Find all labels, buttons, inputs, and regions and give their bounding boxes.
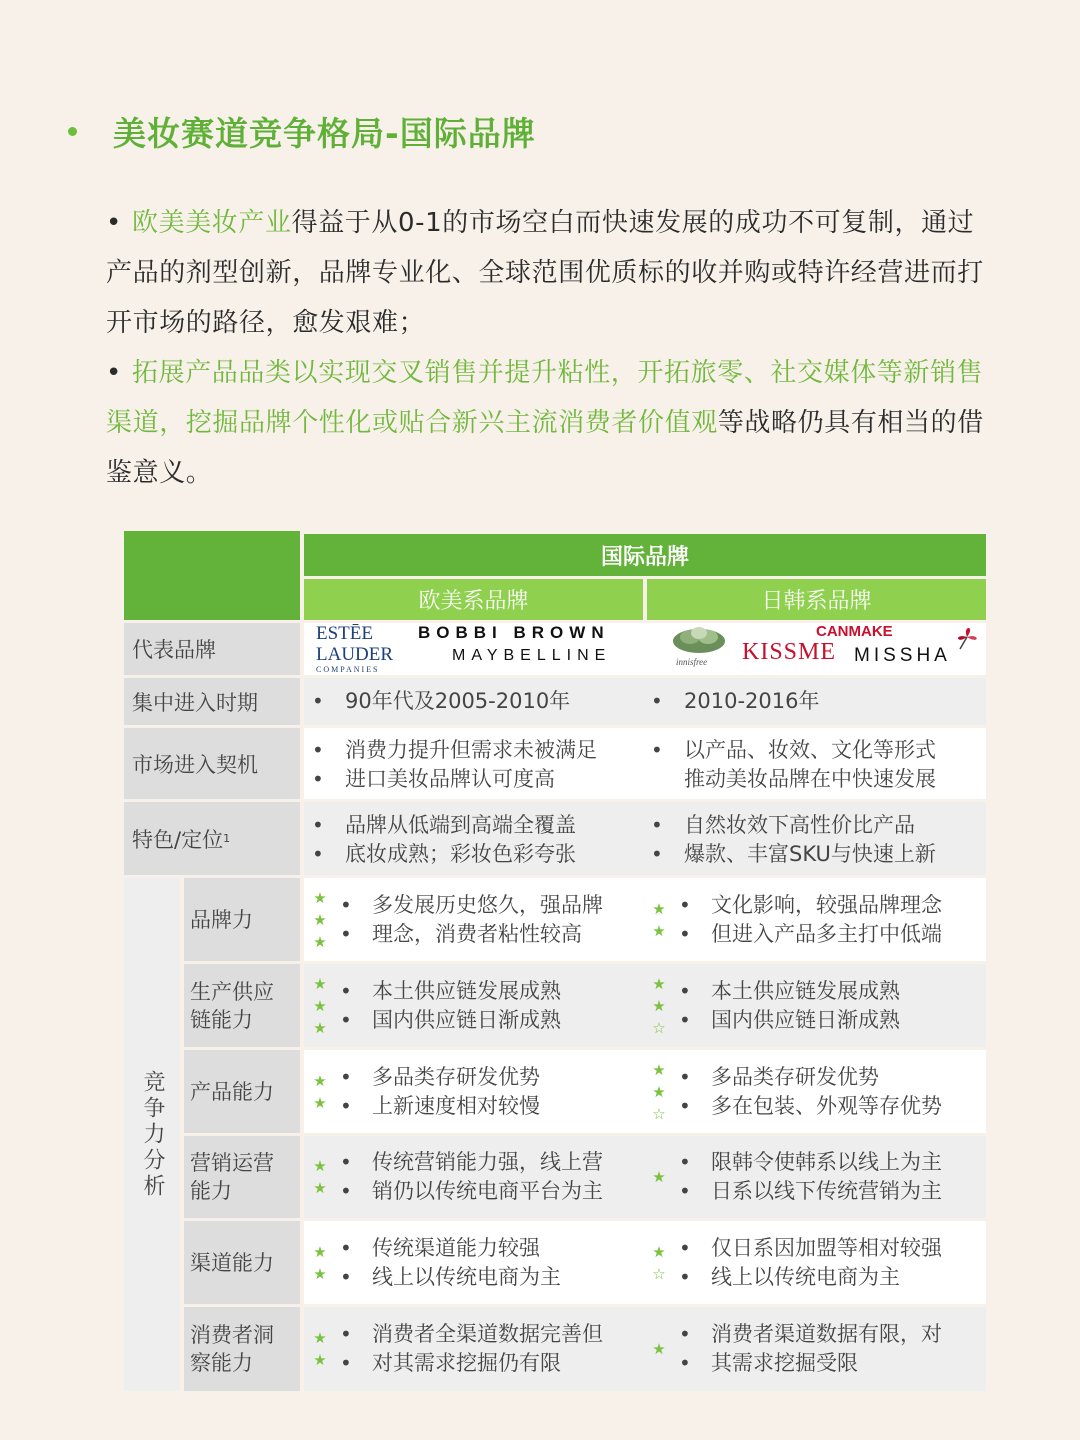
east-rating-stars: ★ ★	[652, 899, 666, 940]
compete-west-line-2: 上新速度相对较慢	[372, 1093, 540, 1118]
brands-logos-cell	[304, 623, 986, 675]
compete-east-line-2: 但进入产品多主打中低端	[711, 921, 942, 946]
bullet: • •	[340, 1235, 352, 1289]
bullet: • •	[340, 1150, 352, 1203]
bullet: • •	[340, 1064, 352, 1118]
page-title: 美妆赛道竞争格局-国际品牌	[113, 114, 536, 153]
compete-west-line-2: 理念，消费者粘性较高	[372, 921, 582, 946]
intro-text	[106, 198, 986, 498]
intro-highlight-1: 欧美美妆产业	[132, 208, 292, 238]
compete-west-line-2: 对其需求挖掘仍有限	[372, 1351, 561, 1375]
kissme-logo: KISSME	[742, 639, 837, 665]
intro-paragraph-2: • 拓展产品品类以实现交叉销售并提升粘性，开拓旅零、社交媒体等新销售渠道，挖掘品牌个性化或贴合新兴主流消费者价值观等战略仍具有相当的借鉴意义。	[106, 358, 984, 488]
compete-east-line-2: 国内供应链日渐成熟	[711, 1007, 900, 1032]
compete-vertical-label	[124, 878, 180, 1391]
compete-row-label: 渠道能力	[184, 1221, 300, 1304]
bullet: •	[312, 689, 324, 713]
compete-east-line-2: 多在包装、外观等存优势	[711, 1093, 942, 1118]
row-label-feature	[124, 802, 300, 875]
bullet: • •	[679, 892, 691, 946]
compete-row-label: 消费者洞察能力	[184, 1307, 300, 1391]
title-row	[68, 108, 536, 155]
compete-west-line-2: 销仍以传统电商平台为主	[372, 1179, 603, 1203]
intro-body-1: 得益于从0-1的市场空白而快速发展的成功不可复制，通过产品的剂型创新，品牌专业化、全球范围优质标的收并购或特许经营进而打开市场的路径，愈发艰难；	[106, 208, 984, 338]
feature-west-1: 品牌从低端到高端全覆盖	[345, 813, 576, 837]
feature-east-1: 自然妆效下高性价比产品	[684, 813, 915, 837]
compete-west-line-1: 本土供应链发展成熟	[372, 978, 561, 1003]
period-west: 90年代及2005-2010年	[345, 689, 571, 713]
innisfree-logo: innisfree	[676, 657, 708, 667]
compete-west-line-1: 传统营销能力强，线上营	[372, 1150, 603, 1174]
brand-comparison-table	[124, 531, 988, 1391]
compete-east-line-1: 消费者渠道数据有限，对	[711, 1322, 942, 1346]
bullet: • •	[340, 892, 352, 946]
bullet: • •	[312, 738, 324, 791]
compete-east-line-1: 限韩令使韩系以线上为主	[711, 1150, 942, 1174]
west-rating-stars: ★ ★ ★	[313, 974, 327, 1037]
intro-paragraph-1: • 欧美美妆产业得益于从0-1的市场空白而快速发展的成功不可复制，通过产品的剂型创新，品牌专业化、全球范围优质标的收并购或特许经营进而打开市场的路径，愈发艰难；	[106, 208, 984, 338]
compete-east-line-2: 日系以线下传统营销为主	[711, 1179, 942, 1203]
west-rating-stars: ★ ★	[313, 1242, 327, 1283]
feature-label-text: 特色/定位	[132, 827, 224, 852]
estee-logo-line3: COMPANIES	[316, 665, 380, 674]
compete-row-label: 营销运营能力	[184, 1136, 300, 1218]
compete-row-label: 品牌力	[184, 878, 300, 961]
compete-east-line-1: 多品类存研发优势	[711, 1064, 879, 1089]
compete-row-label: 产品能力	[184, 1050, 300, 1133]
compete-west-line-2: 线上以传统电商为主	[372, 1264, 561, 1289]
compete-label-text: 竞争力分析	[140, 1069, 165, 1200]
maybelline-logo: MAYBELLINE	[452, 647, 612, 664]
east-rating-stars: ★	[652, 1168, 666, 1186]
intro-highlight-2: 拓展产品品类以实现交叉销售并提升粘性，开拓旅零、社交媒体等新销售渠道，挖掘品牌个性化或贴合新兴主流消费者价值观	[106, 358, 984, 438]
canmake-logo: CANMAKE	[816, 623, 893, 640]
compete-west-line-1: 多品类存研发优势	[372, 1064, 540, 1089]
bullet: •	[651, 738, 663, 762]
compete-east-line-1: 本土供应链发展成熟	[711, 978, 900, 1003]
corner-cell	[124, 531, 300, 620]
estee-lauder-logo	[316, 623, 393, 675]
estee-logo-line1: ESTĒE	[316, 623, 373, 644]
estee-logo-line2: LAUDER	[316, 644, 394, 665]
row-label-brands: 代表品牌	[124, 623, 300, 675]
feature-west-2: 底妆成熟；彩妆色彩夸张	[345, 842, 576, 866]
bullet: •	[651, 689, 663, 713]
bullet: • •	[679, 1235, 691, 1289]
bullet: • •	[312, 813, 324, 866]
chance-west-2: 进口美妆品牌认可度高	[345, 767, 555, 791]
bullet: • •	[679, 978, 691, 1032]
header-international: 国际品牌	[304, 534, 986, 576]
compete-east-line-2: 线上以传统电商为主	[711, 1264, 900, 1289]
chance-east-1: 以产品、妆效、文化等形式	[684, 738, 936, 762]
bullet: • •	[679, 1322, 691, 1375]
bullet: • •	[651, 813, 663, 866]
compete-east-line-1: 文化影响，较强品牌理念	[711, 892, 942, 917]
west-rating-stars: ★ ★	[313, 1157, 327, 1197]
bullet: • •	[340, 1322, 352, 1375]
flower-icon	[952, 623, 982, 651]
compete-east-line-1: 仅日系因加盟等相对较强	[711, 1235, 942, 1260]
header-west: 欧美系品牌	[304, 579, 643, 620]
compete-west-line-2: 国内供应链日渐成熟	[372, 1007, 561, 1032]
compete-row-label: 生产供应链能力	[184, 964, 300, 1047]
title-bullet	[68, 127, 77, 136]
compete-west-line-1: 多发展历史悠久，强品牌	[372, 892, 603, 917]
period-east: 2010-2016年	[684, 689, 820, 713]
innisfree-leaf-icon	[670, 625, 728, 655]
east-rating-stars: ★ ☆	[652, 1242, 666, 1283]
east-rating-stars: ★	[652, 1340, 666, 1358]
row-label-chance: 市场进入契机	[124, 728, 300, 799]
bullet: • •	[679, 1064, 691, 1118]
bullet: • •	[340, 978, 352, 1032]
east-rating-stars: ★ ★ ☆	[652, 1060, 666, 1123]
bullet: • •	[679, 1150, 691, 1203]
compete-west-line-1: 传统渠道能力较强	[372, 1235, 540, 1260]
chance-west-1: 消费力提升但需求未被满足	[345, 738, 597, 762]
compete-west-line-1: 消费者全渠道数据完善但	[372, 1322, 603, 1346]
west-rating-stars: ★ ★ ★	[313, 888, 327, 951]
feature-footnote-mark: 1	[223, 832, 231, 845]
east-rating-stars: ★ ★ ☆	[652, 974, 666, 1037]
row-label-period: 集中进入时期	[124, 678, 300, 725]
missha-logo: MISSHA	[854, 645, 951, 666]
bobbi-brown-logo: BOBBI BROWN	[418, 623, 610, 642]
header-east: 日韩系品牌	[647, 579, 986, 620]
west-rating-stars: ★ ★	[313, 1329, 327, 1369]
intro-body-2: 等战略仍具有相当的借鉴意义。	[106, 408, 984, 488]
chance-east-2: 推动美妆品牌在中快速发展	[684, 767, 936, 791]
compete-east-line-2: 其需求挖掘受限	[711, 1351, 858, 1375]
west-rating-stars: ★ ★	[313, 1071, 327, 1112]
feature-east-2: 爆款、丰富SKU与快速上新	[684, 842, 936, 866]
